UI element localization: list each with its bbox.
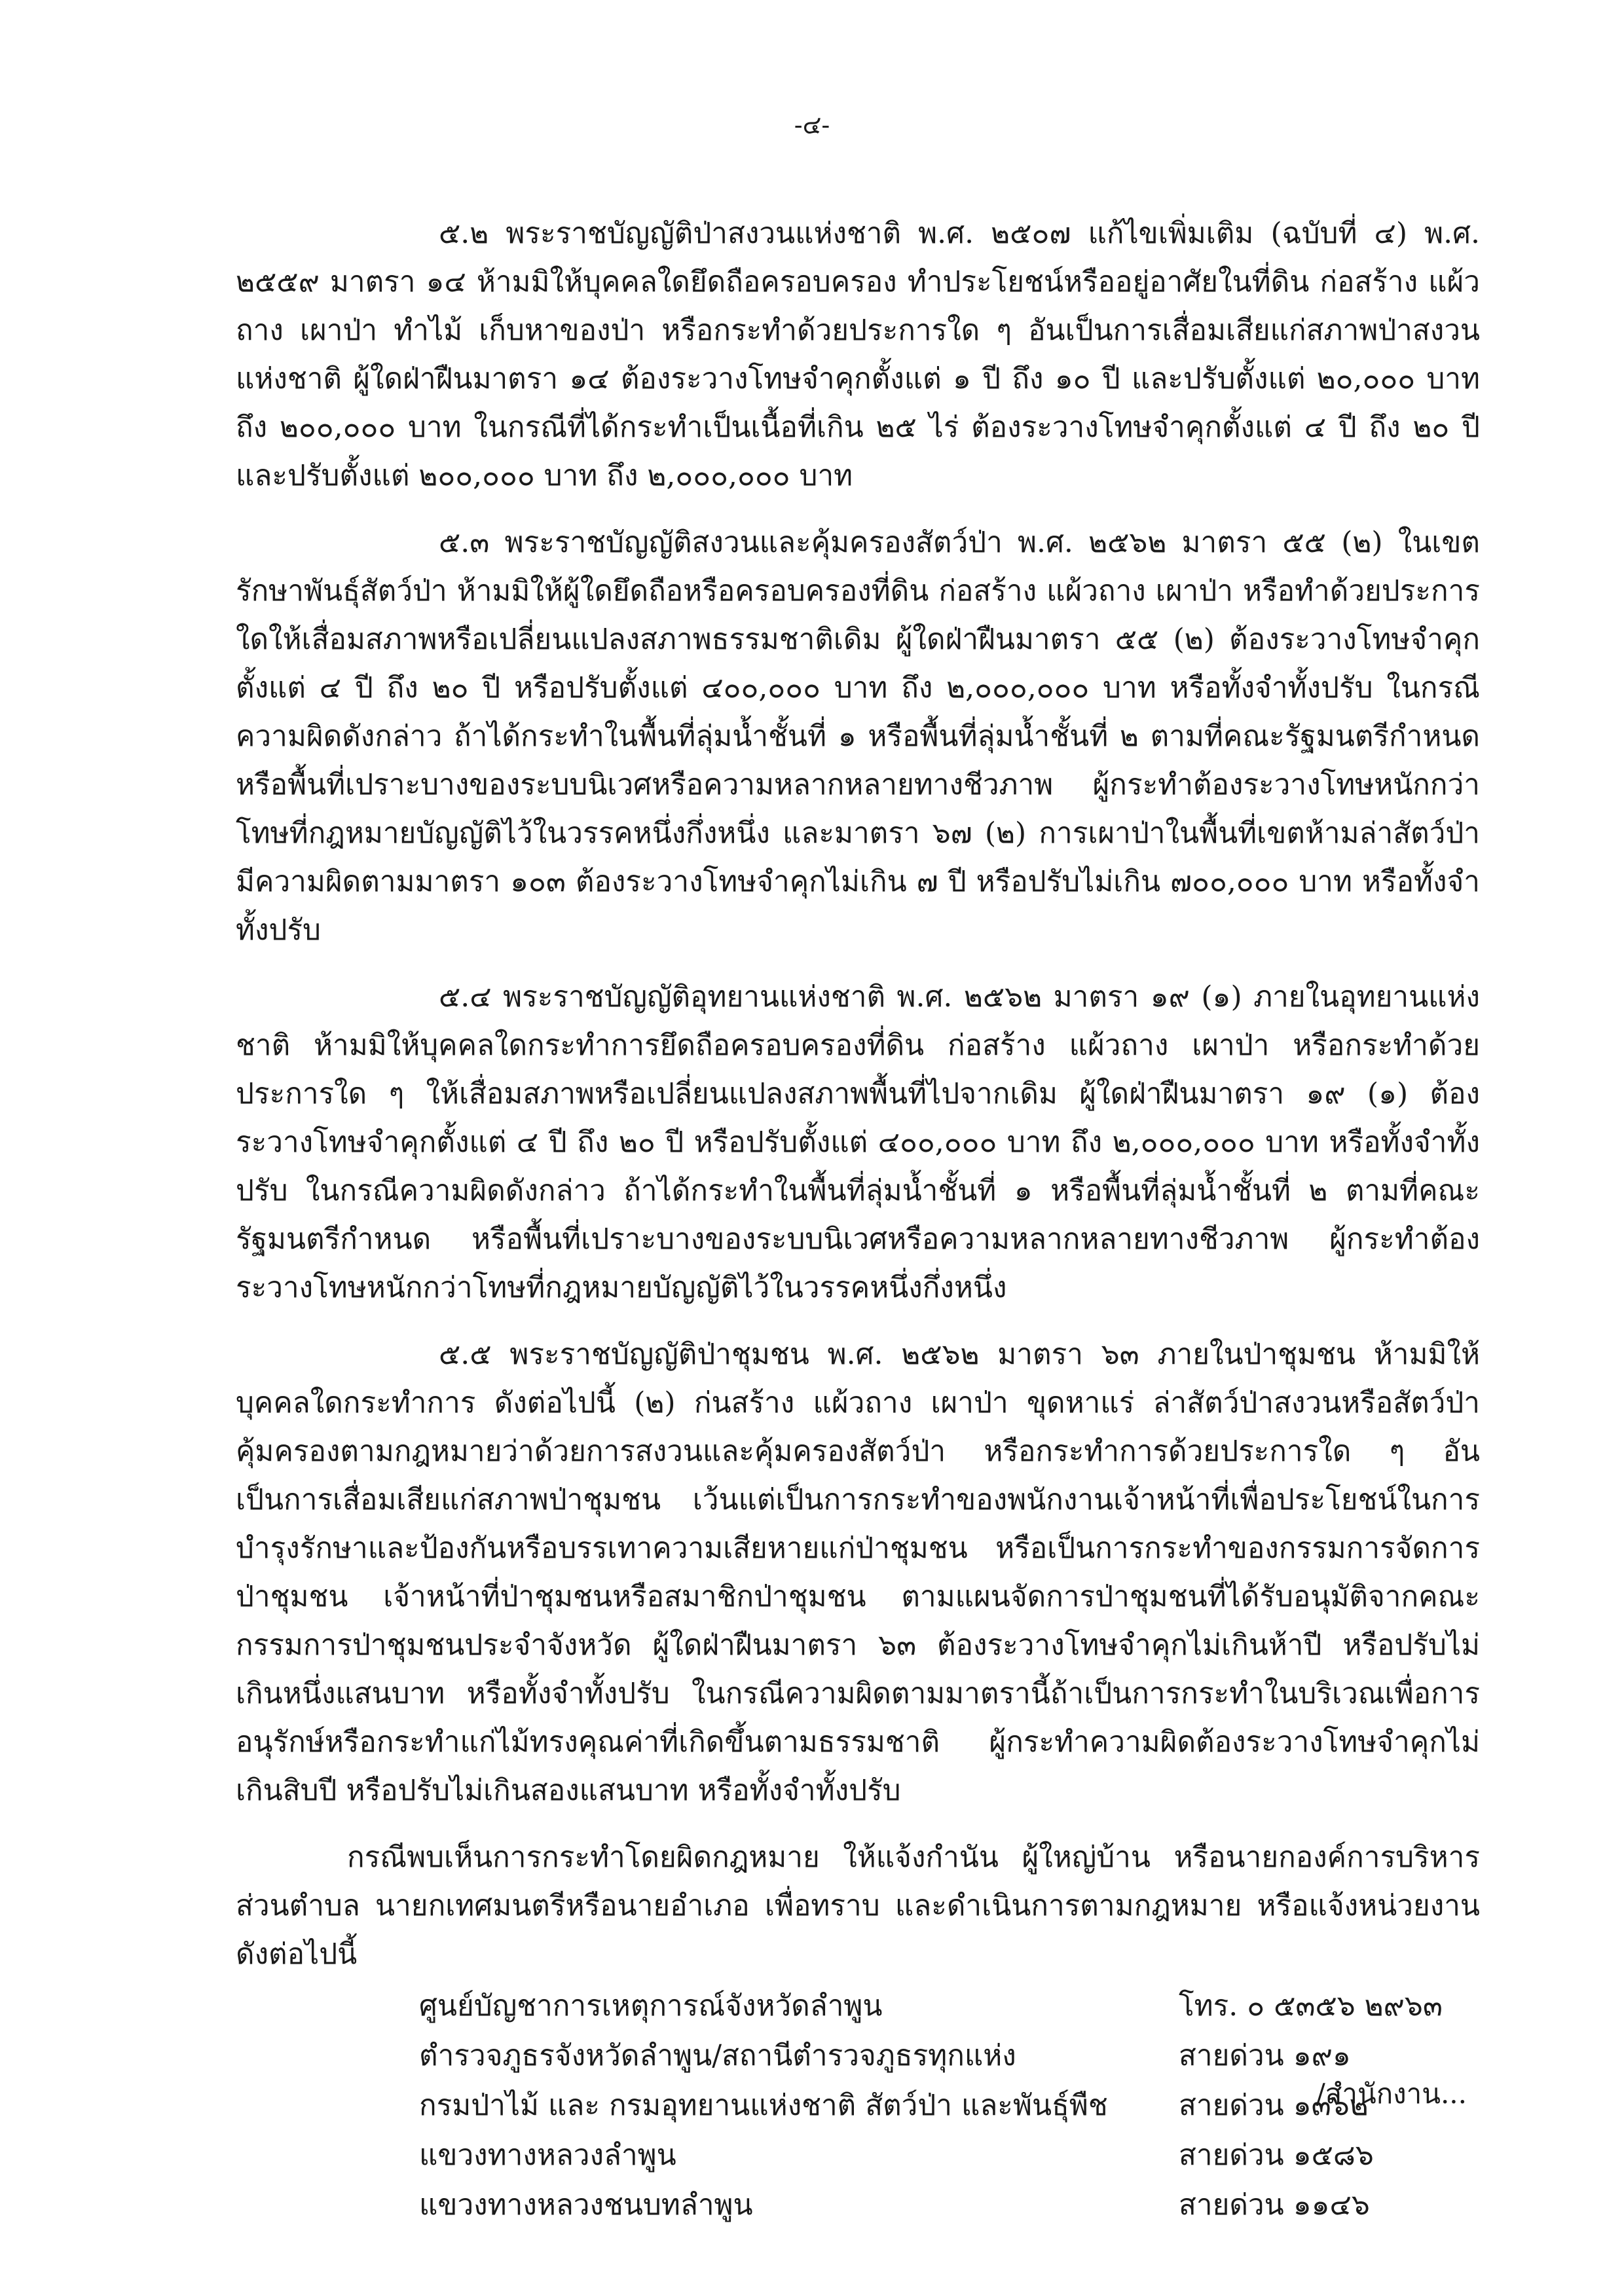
- contact-phone: โทร. ๐ ๕๓๕๖ ๒๙๖๓: [1179, 1989, 1443, 2023]
- contact-name: กรมป่าไม้ และ กรมอุทยานแห่งชาติ สัตว์ป่า และพันธุ์พืช: [419, 2089, 1108, 2122]
- continuation-marker: /สำนักงาน...: [1316, 2078, 1467, 2110]
- contact-name: ศูนย์บัญชาการเหตุการณ์จังหวัดลำพูน: [419, 1989, 883, 2023]
- section-5-4-paragraph: ๕.๔ พระราชบัญญัติอุทยานแห่งชาติ พ.ศ. ๒๕๖๒ มาตรา ๑๙ (๑) ภายในอุทยานแห่งชาติ ห้ามมิให้บุคคลใดกระทำการยึดถือครอบครองที่ดิน ก่อสร้าง แผ้วถาง เผาป่า หรือกระทำด้วยประการใด ๆ ให้เสื่อมสภาพหรือเปลี่ยนแปลงสภาพพื้นที่ไปจากเดิม ผู้ใดฝ่าฝืนมาตรา ๑๙ (๑) ต้องระวางโทษจำคุกตั้งแต่ ๔ ปี ถึง ๒๐ ปี หรือปรับตั้งแต่ ๔๐๐,๐๐๐ บาท ถึง ๒,๐๐๐,๐๐๐ บาท หรือทั้งจำทั้งปรับ ในกรณีความผิดดังกล่าว ถ้าได้กระทำในพื้นที่ลุ่มน้ำชั้นที่ ๑ หรือพื้นที่ลุ่มน้ำชั้นที่ ๒ ตามที่คณะรัฐมนตรีกำหนด หรือพื้นที่เปราะบางของระบบนิเวศหรือความหลากหลายทางชีวภาพ ผู้กระทำต้องระวางโทษหนักกว่าโทษที่กฎหมายบัญญัติไว้ในวรรคหนึ่งกึ่งหนึ่ง: [236, 980, 1480, 1304]
- contact-name: ตำรวจภูธรจังหวัดลำพูน/สถานีตำรวจภูธรทุกแห่ง: [419, 2039, 1016, 2072]
- contact-phone: สายด่วน ๑๑๔๖: [1179, 2188, 1370, 2222]
- document-body: [236, 210, 1480, 2230]
- contact-row: [419, 1981, 1480, 2031]
- contact-row: [419, 2180, 1480, 2230]
- contact-name: แขวงทางหลวงชนบทลำพูน: [419, 2188, 753, 2222]
- page-number: -๔-: [794, 111, 830, 139]
- contact-phone: สายด่วน ๑๙๑: [1179, 2039, 1351, 2072]
- contact-name: แขวงทางหลวงลำพูน: [419, 2139, 676, 2172]
- section-5-2-paragraph: ๕.๒ พระราชบัญญัติป่าสงวนแห่งชาติ พ.ศ. ๒๕๐๗ แก้ไขเพิ่มเติม (ฉบับที่ ๔) พ.ศ. ๒๕๕๙ มาตรา ๑๔ ห้ามมิให้บุคคลใดยึดถือครอบครอง ทำประโยชน์หรืออยู่อาศัยในที่ดิน ก่อสร้าง แผ้วถาง เผาป่า ทำไม้ เก็บหาของป่า หรือกระทำด้วยประการใด ๆ อันเป็นการเสื่อมเสียแก่สภาพป่าสงวนแห่งชาติ ผู้ใดฝ่าฝืนมาตรา ๑๔ ต้องระวางโทษจำคุกตั้งแต่ ๑ ปี ถึง ๑๐ ปี และปรับตั้งแต่ ๒๐,๐๐๐ บาท ถึง ๒๐๐,๐๐๐ บาท ในกรณีที่ได้กระทำเป็นเนื้อที่เกิน ๒๕ ไร่ ต้องระวางโทษจำคุกตั้งแต่ ๔ ปี ถึง ๒๐ ปี และปรับตั้งแต่ ๒๐๐,๐๐๐ บาท ถึง ๒,๐๐๐,๐๐๐ บาท: [236, 217, 1480, 492]
- contact-phone: สายด่วน ๑๕๘๖: [1179, 2139, 1374, 2172]
- reporting-intro-paragraph: กรณีพบเห็นการกระทำโดยผิดกฎหมาย ให้แจ้งกำนัน ผู้ใหญ่บ้าน หรือนายกองค์การบริหารส่วนตำบล นายกเทศมนตรีหรือนายอำเภอ เพื่อทราบ และดำเนินการตามกฎหมาย หรือแจ้งหน่วยงาน ดังต่อไปนี้: [236, 1841, 1480, 1971]
- section-5-3-paragraph: ๕.๓ พระราชบัญญัติสงวนและคุ้มครองสัตว์ป่า พ.ศ. ๒๕๖๒ มาตรา ๕๕ (๒) ในเขตรักษาพันธุ์สัตว์ป่า ห้ามมิให้ผู้ใดยึดถือหรือครอบครองที่ดิน ก่อสร้าง แผ้วถาง เผาป่า หรือทำด้วยประการใดให้เสื่อมสภาพหรือเปลี่ยนแปลงสภาพธรรมชาติเดิม ผู้ใดฝ่าฝืนมาตรา ๕๕ (๒) ต้องระวางโทษจำคุกตั้งแต่ ๔ ปี ถึง ๒๐ ปี หรือปรับตั้งแต่ ๔๐๐,๐๐๐ บาท ถึง ๒,๐๐๐,๐๐๐ บาท หรือทั้งจำทั้งปรับ ในกรณีความผิดดังกล่าว ถ้าได้กระทำในพื้นที่ลุ่มน้ำชั้นที่ ๑ หรือพื้นที่ลุ่มน้ำชั้นที่ ๒ ตามที่คณะรัฐมนตรีกำหนด หรือพื้นที่เปราะบางของระบบนิเวศหรือความหลากหลายทางชีวภาพ ผู้กระทำต้องระวางโทษหนักกว่าโทษที่กฎหมายบัญญัติไว้ในวรรคหนึ่งกึ่งหนึ่ง และมาตรา ๖๗ (๒) การเผาป่าในพื้นที่เขตห้ามล่าสัตว์ป่า มีความผิดตามมาตรา ๑๐๓ ต้องระวางโทษจำคุกไม่เกิน ๗ ปี หรือปรับไม่เกิน ๗๐๐,๐๐๐ บาท หรือทั้งจำทั้งปรับ: [236, 526, 1480, 947]
- section-5-5-paragraph: ๕.๕ พระราชบัญญัติป่าชุมชน พ.ศ. ๒๕๖๒ มาตรา ๖๓ ภายในป่าชุมชน ห้ามมิให้บุคคลใดกระทำการ ดังต่อไปนี้ (๒) ก่นสร้าง แผ้วถาง เผาป่า ขุดหาแร่ ล่าสัตว์ป่าสงวนหรือสัตว์ป่าคุ้มครองตามกฎหมายว่าด้วยการสงวนและคุ้มครองสัตว์ป่า หรือกระทำการด้วยประการใด ๆ อันเป็นการเสื่อมเสียแก่สภาพป่าชุมชน เว้นแต่เป็นการกระทำของพนักงานเจ้าหน้าที่เพื่อประโยชน์ในการบำรุงรักษาและป้องกันหรือบรรเทาความเสียหายแก่ป่าชุมชน หรือเป็นการกระทำของกรรมการจัดการป่าชุมชน เจ้าหน้าที่ป่าชุมชนหรือสมาชิกป่าชุมชน ตามแผนจัดการป่าชุมชนที่ได้รับอนุมัติจากคณะกรรมการป่าชุมชนประจำจังหวัด ผู้ใดฝ่าฝืนมาตรา ๖๓ ต้องระวางโทษจำคุกไม่เกินห้าปี หรือปรับไม่เกินหนึ่งแสนบาท หรือทั้งจำทั้งปรับ ในกรณีความผิดตามมาตรานี้ถ้าเป็นการกระทำในบริเวณเพื่อการอนุรักษ์หรือกระทำแก่ไม้ทรงคุณค่าที่เกิดขึ้นตามธรรมชาติ ผู้กระทำความผิดต้องระวางโทษจำคุกไม่เกินสิบปี หรือปรับไม่เกินสองแสนบาท หรือทั้งจำทั้งปรับ: [236, 1338, 1480, 1807]
- contact-phone: สายด่วน ๑๓๖๒: [1179, 2089, 1369, 2122]
- contact-row: [419, 2131, 1480, 2180]
